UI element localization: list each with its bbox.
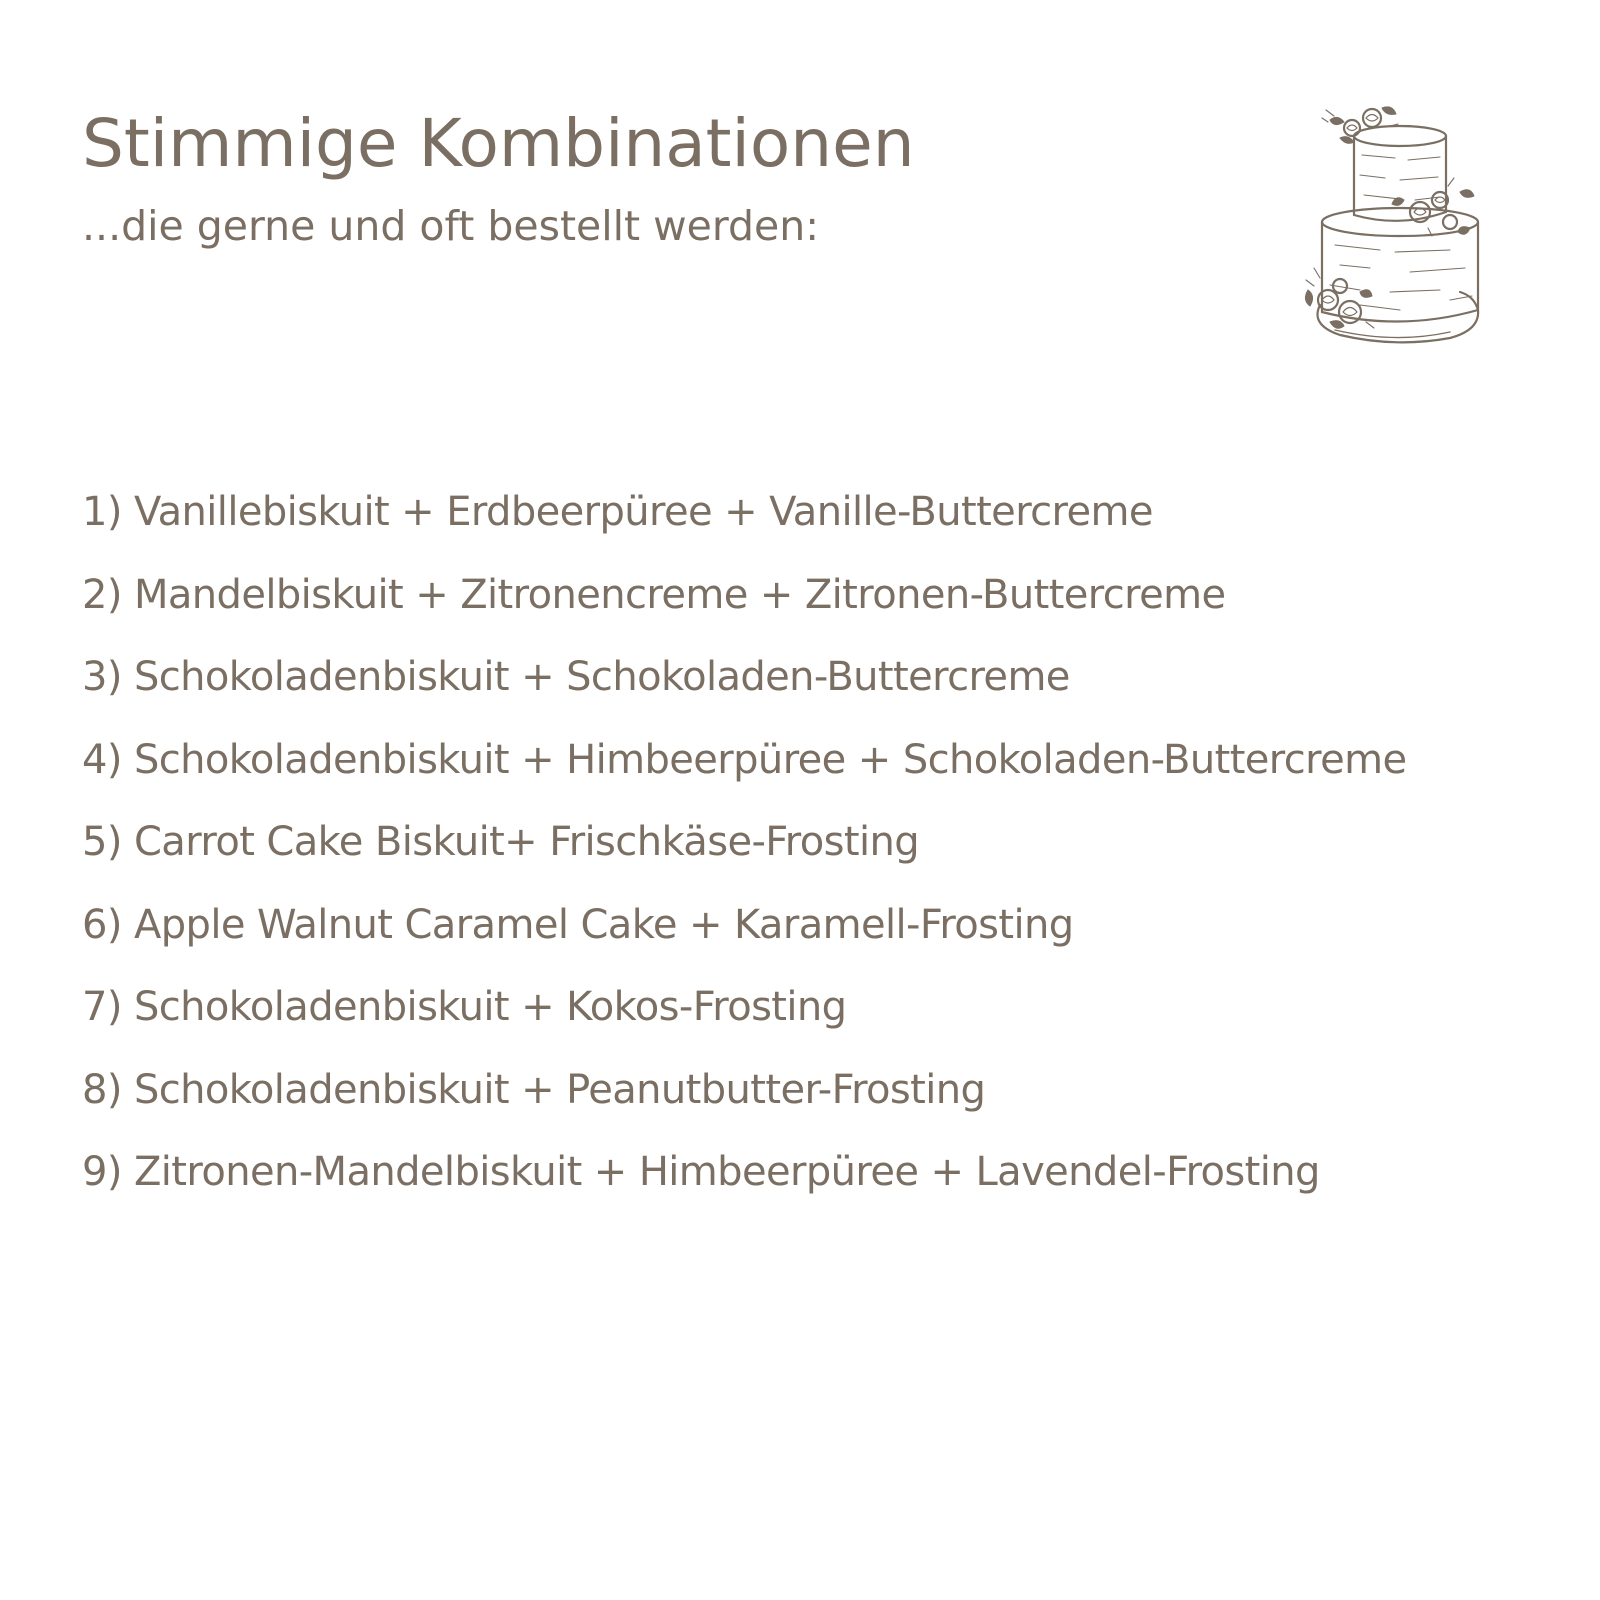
tiered-cake-icon [1300,100,1520,360]
list-item: 3) Schokoladenbiskuit + Schokoladen-Buttercreme [82,654,1070,700]
list-item: 7) Schokoladenbiskuit + Kokos-Frosting [82,984,847,1030]
combination-list [82,487,1407,1230]
list-item: 2) Mandelbiskuit + Zitronencreme + Zitronen-Buttercreme [82,571,1226,618]
page-subtitle: ...die gerne und oft bestellt werden: [82,202,820,250]
list-item: 1) Vanillebiskuit + Erdbeerpüree + Vanille-Buttercreme [82,489,1153,535]
list-item: 9) Zitronen-Mandelbiskuit + Himbeerpüree + Lavendel-Frosting [82,1149,1320,1195]
list-item: 8) Schokoladenbiskuit + Peanutbutter-Frosting [82,1066,986,1113]
page-title: Stimmige Kombinationen [82,105,915,182]
list-item: 4) Schokoladenbiskuit + Himbeerpüree + Schokoladen-Buttercreme [82,736,1407,783]
list-item: 5) Carrot Cake Biskuit+ Frischkäse-Frosting [82,819,920,865]
list-item: 6) Apple Walnut Caramel Cake + Karamell-Frosting [82,901,1074,948]
